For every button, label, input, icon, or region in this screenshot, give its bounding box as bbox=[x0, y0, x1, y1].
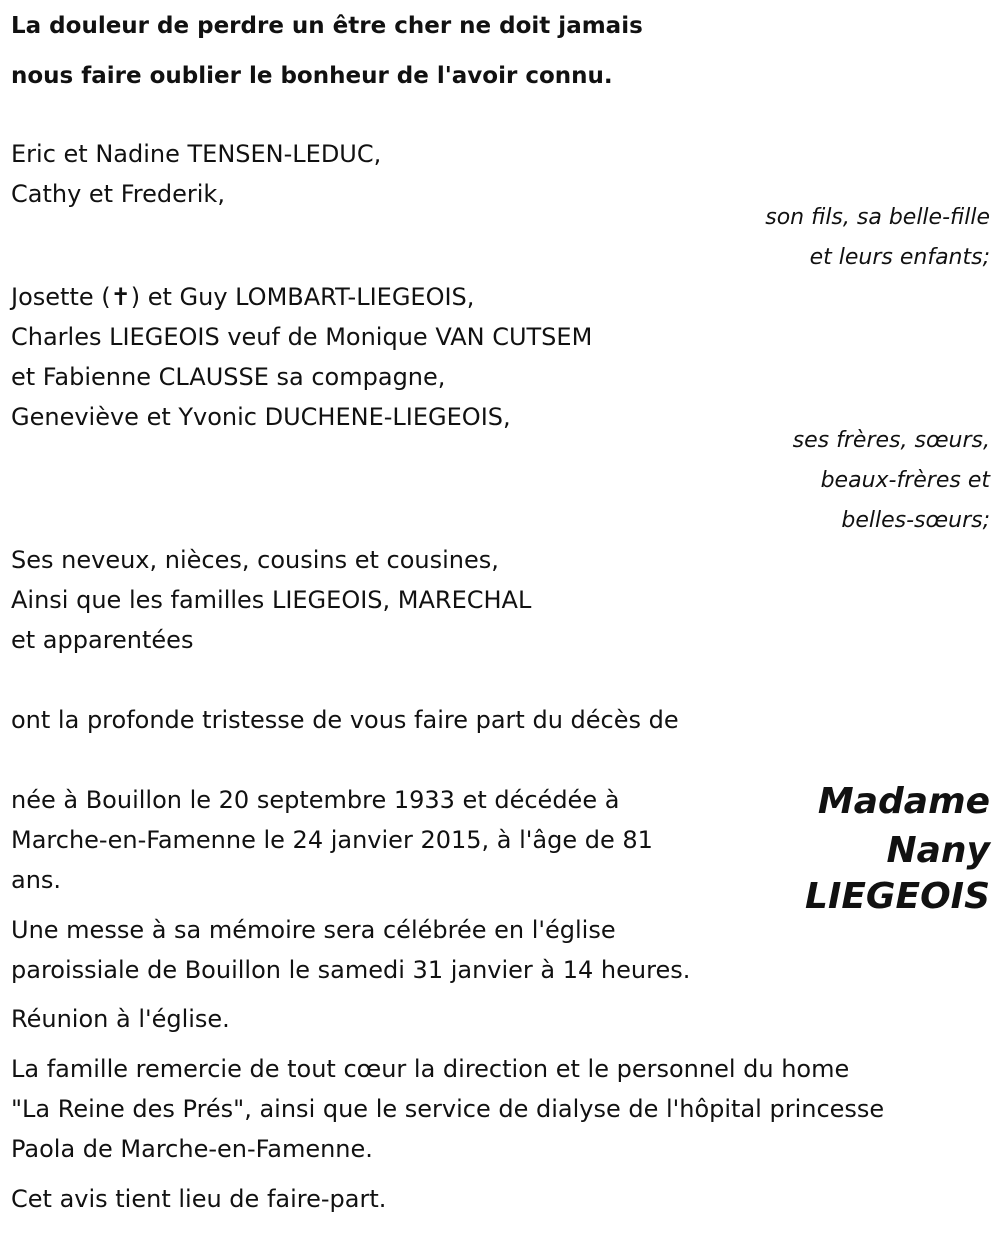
mass-line: paroissiale de Bouillon le samedi 31 janvier à 14 heures. bbox=[11, 956, 691, 984]
thanks-line: La famille remercie de tout cœur la direction et le personnel du home bbox=[11, 1055, 850, 1083]
family-line: Geneviève et Yvonic DUCHENE-LIEGEOIS, bbox=[11, 403, 511, 431]
family-role: son fils, sa belle-fille bbox=[765, 205, 990, 230]
family-line: Cathy et Frederik, bbox=[11, 180, 225, 208]
announcement: ont la profonde tristesse de vous faire part du décès de bbox=[11, 706, 679, 734]
family-line: et apparentées bbox=[11, 626, 194, 654]
family-role: et leurs enfants; bbox=[809, 245, 990, 270]
family-line: Eric et Nadine TENSEN-LEDUC, bbox=[11, 140, 382, 168]
birth-death-line: née à Bouillon le 20 septembre 1933 et décédée à bbox=[11, 786, 620, 814]
family-line: Josette (✝) et Guy LOMBART-LIEGEOIS, bbox=[11, 283, 475, 311]
deceased-name-line: Madame bbox=[817, 781, 990, 822]
family-line: Ainsi que les familles LIEGEOIS, MARECHAL bbox=[11, 586, 532, 614]
thanks-line: "La Reine des Prés", ainsi que le service de dialyse de l'hôpital princesse bbox=[11, 1095, 885, 1123]
closing-line: Cet avis tient lieu de faire-part. bbox=[11, 1185, 387, 1213]
mass-line: Une messe à sa mémoire sera célébrée en l'église bbox=[11, 916, 616, 944]
deceased-name-line: LIEGEOIS bbox=[805, 876, 990, 917]
family-role: ses frères, sœurs, bbox=[792, 428, 990, 453]
thanks-line: Paola de Marche-en-Famenne. bbox=[11, 1135, 373, 1163]
epigraph-line: La douleur de perdre un être cher ne doit jamais bbox=[11, 13, 643, 39]
family-line: Ses neveux, nièces, cousins et cousines, bbox=[11, 546, 499, 574]
birth-death-line: ans. bbox=[11, 866, 62, 894]
reunion-line: Réunion à l'église. bbox=[11, 1005, 230, 1033]
family-role: beaux-frères et bbox=[820, 468, 990, 493]
birth-death-line: Marche-en-Famenne le 24 janvier 2015, à l'âge de 81 bbox=[11, 826, 653, 854]
family-line: et Fabienne CLAUSSE sa compagne, bbox=[11, 363, 446, 391]
family-role: belles-sœurs; bbox=[841, 508, 990, 533]
epigraph-line: nous faire oublier le bonheur de l'avoir connu. bbox=[11, 63, 613, 89]
deceased-name-line: Nany bbox=[886, 830, 990, 871]
family-line: Charles LIEGEOIS veuf de Monique VAN CUTSEM bbox=[11, 323, 593, 351]
